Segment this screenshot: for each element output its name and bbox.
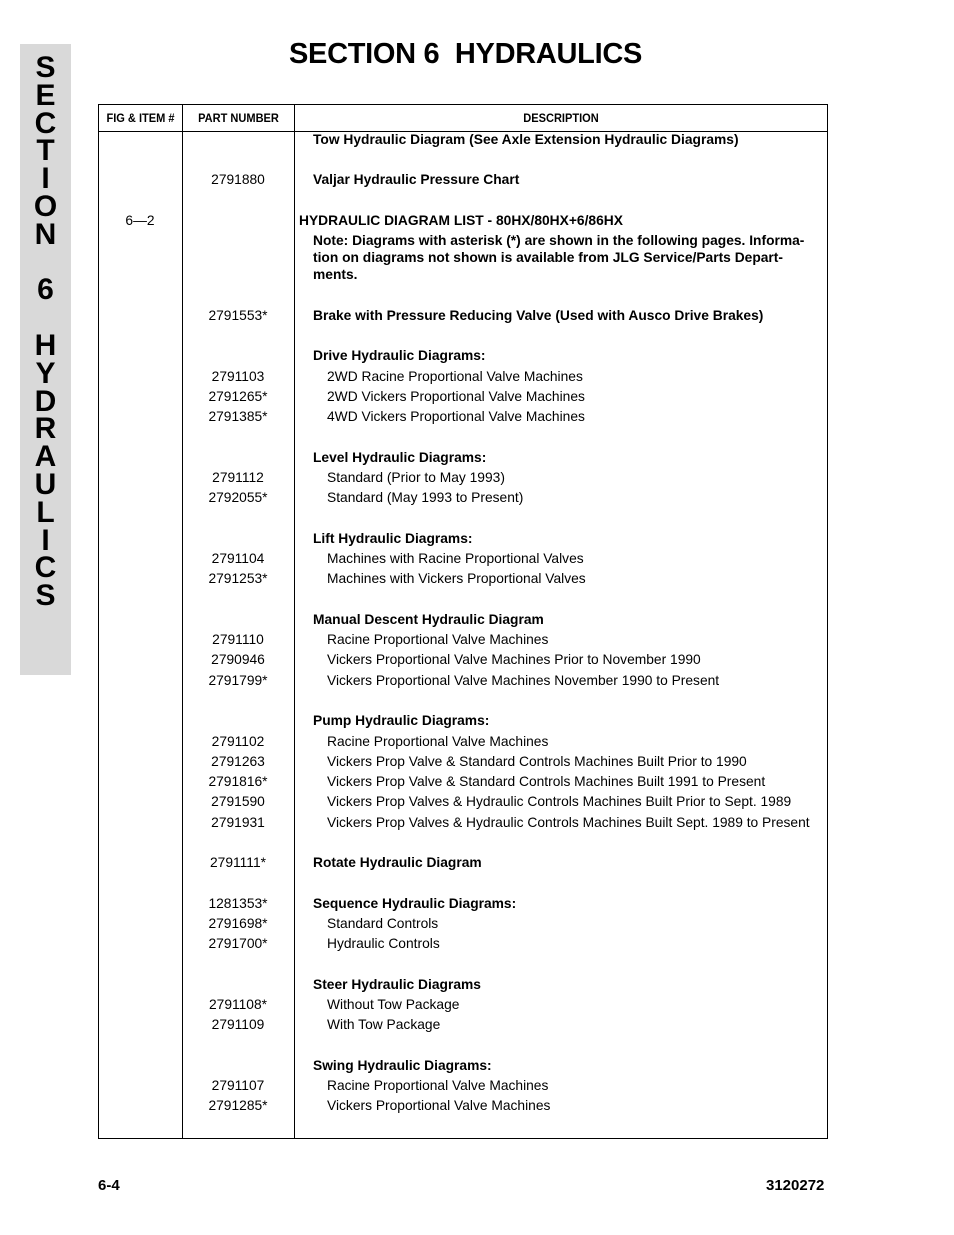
row-description: Swing Hydraulic Diagrams: xyxy=(313,1058,492,1073)
row-description: HYDRAULIC DIAGRAM LIST - 80HX/80HX+6/86HX xyxy=(299,213,623,228)
row-part-number: 2791108* xyxy=(208,997,268,1012)
row-description: 4WD Vickers Proportional Valve Machines xyxy=(327,409,585,424)
side-tab-letter: O xyxy=(33,190,58,223)
row-description: Level Hydraulic Diagrams: xyxy=(313,450,487,465)
row-description: Manual Descent Hydraulic Diagram xyxy=(313,612,544,627)
header-fig-item: FIG & ITEM # xyxy=(106,111,175,125)
row-part-number: 2791816* xyxy=(208,774,268,789)
row-description: Vickers Prop Valve & Standard Controls Machines Built 1991 to Present xyxy=(327,774,766,789)
side-tab-letter: L xyxy=(36,495,55,529)
row-description: Vickers Prop Valve & Standard Controls Machines Built Prior to 1990 xyxy=(327,754,747,769)
side-tab-letter: N xyxy=(34,217,57,251)
row-description: Vickers Proportional Valve Machines Prior to November 1990 xyxy=(327,652,701,667)
row-description: Without Tow Package xyxy=(327,997,460,1012)
header-description: DESCRIPTION xyxy=(523,111,599,125)
page-title: SECTION 6 HYDRAULICS xyxy=(289,38,643,70)
row-description: Racine Proportional Valve Machines xyxy=(327,734,549,749)
row-description: Hydraulic Controls xyxy=(327,936,440,951)
row-description: Tow Hydraulic Diagram (See Axle Extension Hydraulic Diagrams) xyxy=(313,132,739,147)
row-part-number: 2790946 xyxy=(211,652,265,667)
row-description: 2WD Vickers Proportional Valve Machines xyxy=(327,389,585,404)
row-part-number: 2791700* xyxy=(208,936,268,951)
row-description: Standard (Prior to May 1993) xyxy=(327,470,505,485)
row-description: Brake with Pressure Reducing Valve (Used with Ausco Drive Brakes) xyxy=(313,308,764,323)
row-part-number: 2791112 xyxy=(212,470,264,485)
row-description: Note: Diagrams with asterisk (*) are shown in the following pages. Informa-tion on diagrams not shown is available from JLG Service/Parts Depart-ments. xyxy=(313,233,805,282)
row-description: Machines with Racine Proportional Valves xyxy=(327,551,584,566)
side-tab-letter: I xyxy=(41,162,50,196)
row-part-number: 2792055* xyxy=(208,490,268,505)
row-description: Valjar Hydraulic Pressure Chart xyxy=(313,172,520,187)
row-part-number: 2791553* xyxy=(208,308,268,323)
row-description: Vickers Prop Valves & Hydraulic Controls Machines Built Prior to Sept. 1989 xyxy=(327,794,792,809)
side-tab-letter: H xyxy=(34,329,57,362)
row-part-number: 2791799* xyxy=(208,673,268,688)
row-description: Pump Hydraulic Diagrams: xyxy=(313,713,490,728)
section-side-tab xyxy=(20,44,71,675)
row-description: Drive Hydraulic Diagrams: xyxy=(313,348,486,363)
row-description: Sequence Hydraulic Diagrams: xyxy=(313,896,517,911)
row-part-number: 2791931 xyxy=(211,815,265,830)
row-description: Vickers Prop Valves & Hydraulic Controls Machines Built Sept. 1989 to Present xyxy=(327,815,810,830)
row-description: Standard Controls xyxy=(327,916,439,931)
row-description: Standard (May 1993 to Present) xyxy=(327,490,524,505)
row-description: Rotate Hydraulic Diagram xyxy=(313,855,482,870)
side-tab-letter: C xyxy=(34,106,57,140)
side-tab-letter: T xyxy=(36,134,55,168)
row-part-number: 2791285* xyxy=(208,1098,268,1113)
row-part-number: 2791698* xyxy=(208,916,268,931)
side-tab-letter: S xyxy=(35,579,56,613)
row-description: Lift Hydraulic Diagrams: xyxy=(313,531,473,546)
row-part-number: 2791107 xyxy=(211,1078,265,1093)
row-part-number: 2791385* xyxy=(208,409,268,424)
row-description: Machines with Vickers Proportional Valves xyxy=(327,571,586,586)
row-description: Vickers Proportional Valve Machines xyxy=(327,1098,551,1113)
side-tab-letter: R xyxy=(34,412,57,446)
side-tab-letter: D xyxy=(34,384,57,418)
side-tab-letter: 6 xyxy=(37,273,54,307)
side-tab-letter: C xyxy=(34,551,57,585)
side-tab-letter: S xyxy=(35,51,56,84)
row-part-number: 2791880 xyxy=(211,172,265,187)
row-description: With Tow Package xyxy=(327,1017,441,1032)
row-description: Vickers Proportional Valve Machines November 1990 to Present xyxy=(327,673,720,688)
row-part-number: 2791103 xyxy=(211,369,265,384)
row-part-number: 2791109 xyxy=(211,1017,265,1032)
page-number: 6-4 xyxy=(98,1177,120,1194)
side-tab-letter: Y xyxy=(35,356,56,390)
row-part-number: 2791253* xyxy=(208,571,268,586)
side-tab-letter: U xyxy=(34,468,57,501)
column-divider xyxy=(182,105,183,1138)
row-part-number: 2791110 xyxy=(212,632,264,647)
row-part-number: 2791104 xyxy=(211,551,265,566)
column-divider xyxy=(294,105,295,1138)
row-part-number: 2791265* xyxy=(208,389,268,404)
document-number: 3120272 xyxy=(766,1177,825,1194)
side-tab-letter: E xyxy=(35,78,56,112)
row-description: Racine Proportional Valve Machines xyxy=(327,632,549,647)
row-part-number: 2791263 xyxy=(211,754,265,769)
side-tab-letter: A xyxy=(34,440,57,474)
row-part-number: 2791111* xyxy=(209,855,266,870)
row-fig-item: 6—2 xyxy=(125,213,155,228)
row-description: 2WD Racine Proportional Valve Machines xyxy=(327,369,583,384)
side-tab-letter: I xyxy=(41,523,50,557)
header-part-number: PART NUMBER xyxy=(198,111,279,125)
row-part-number: 1281353* xyxy=(208,896,268,911)
row-description: Steer Hydraulic Diagrams xyxy=(313,977,481,992)
row-part-number: 2791102 xyxy=(211,734,265,749)
row-description: Racine Proportional Valve Machines xyxy=(327,1078,549,1093)
row-part-number: 2791590 xyxy=(211,794,265,809)
